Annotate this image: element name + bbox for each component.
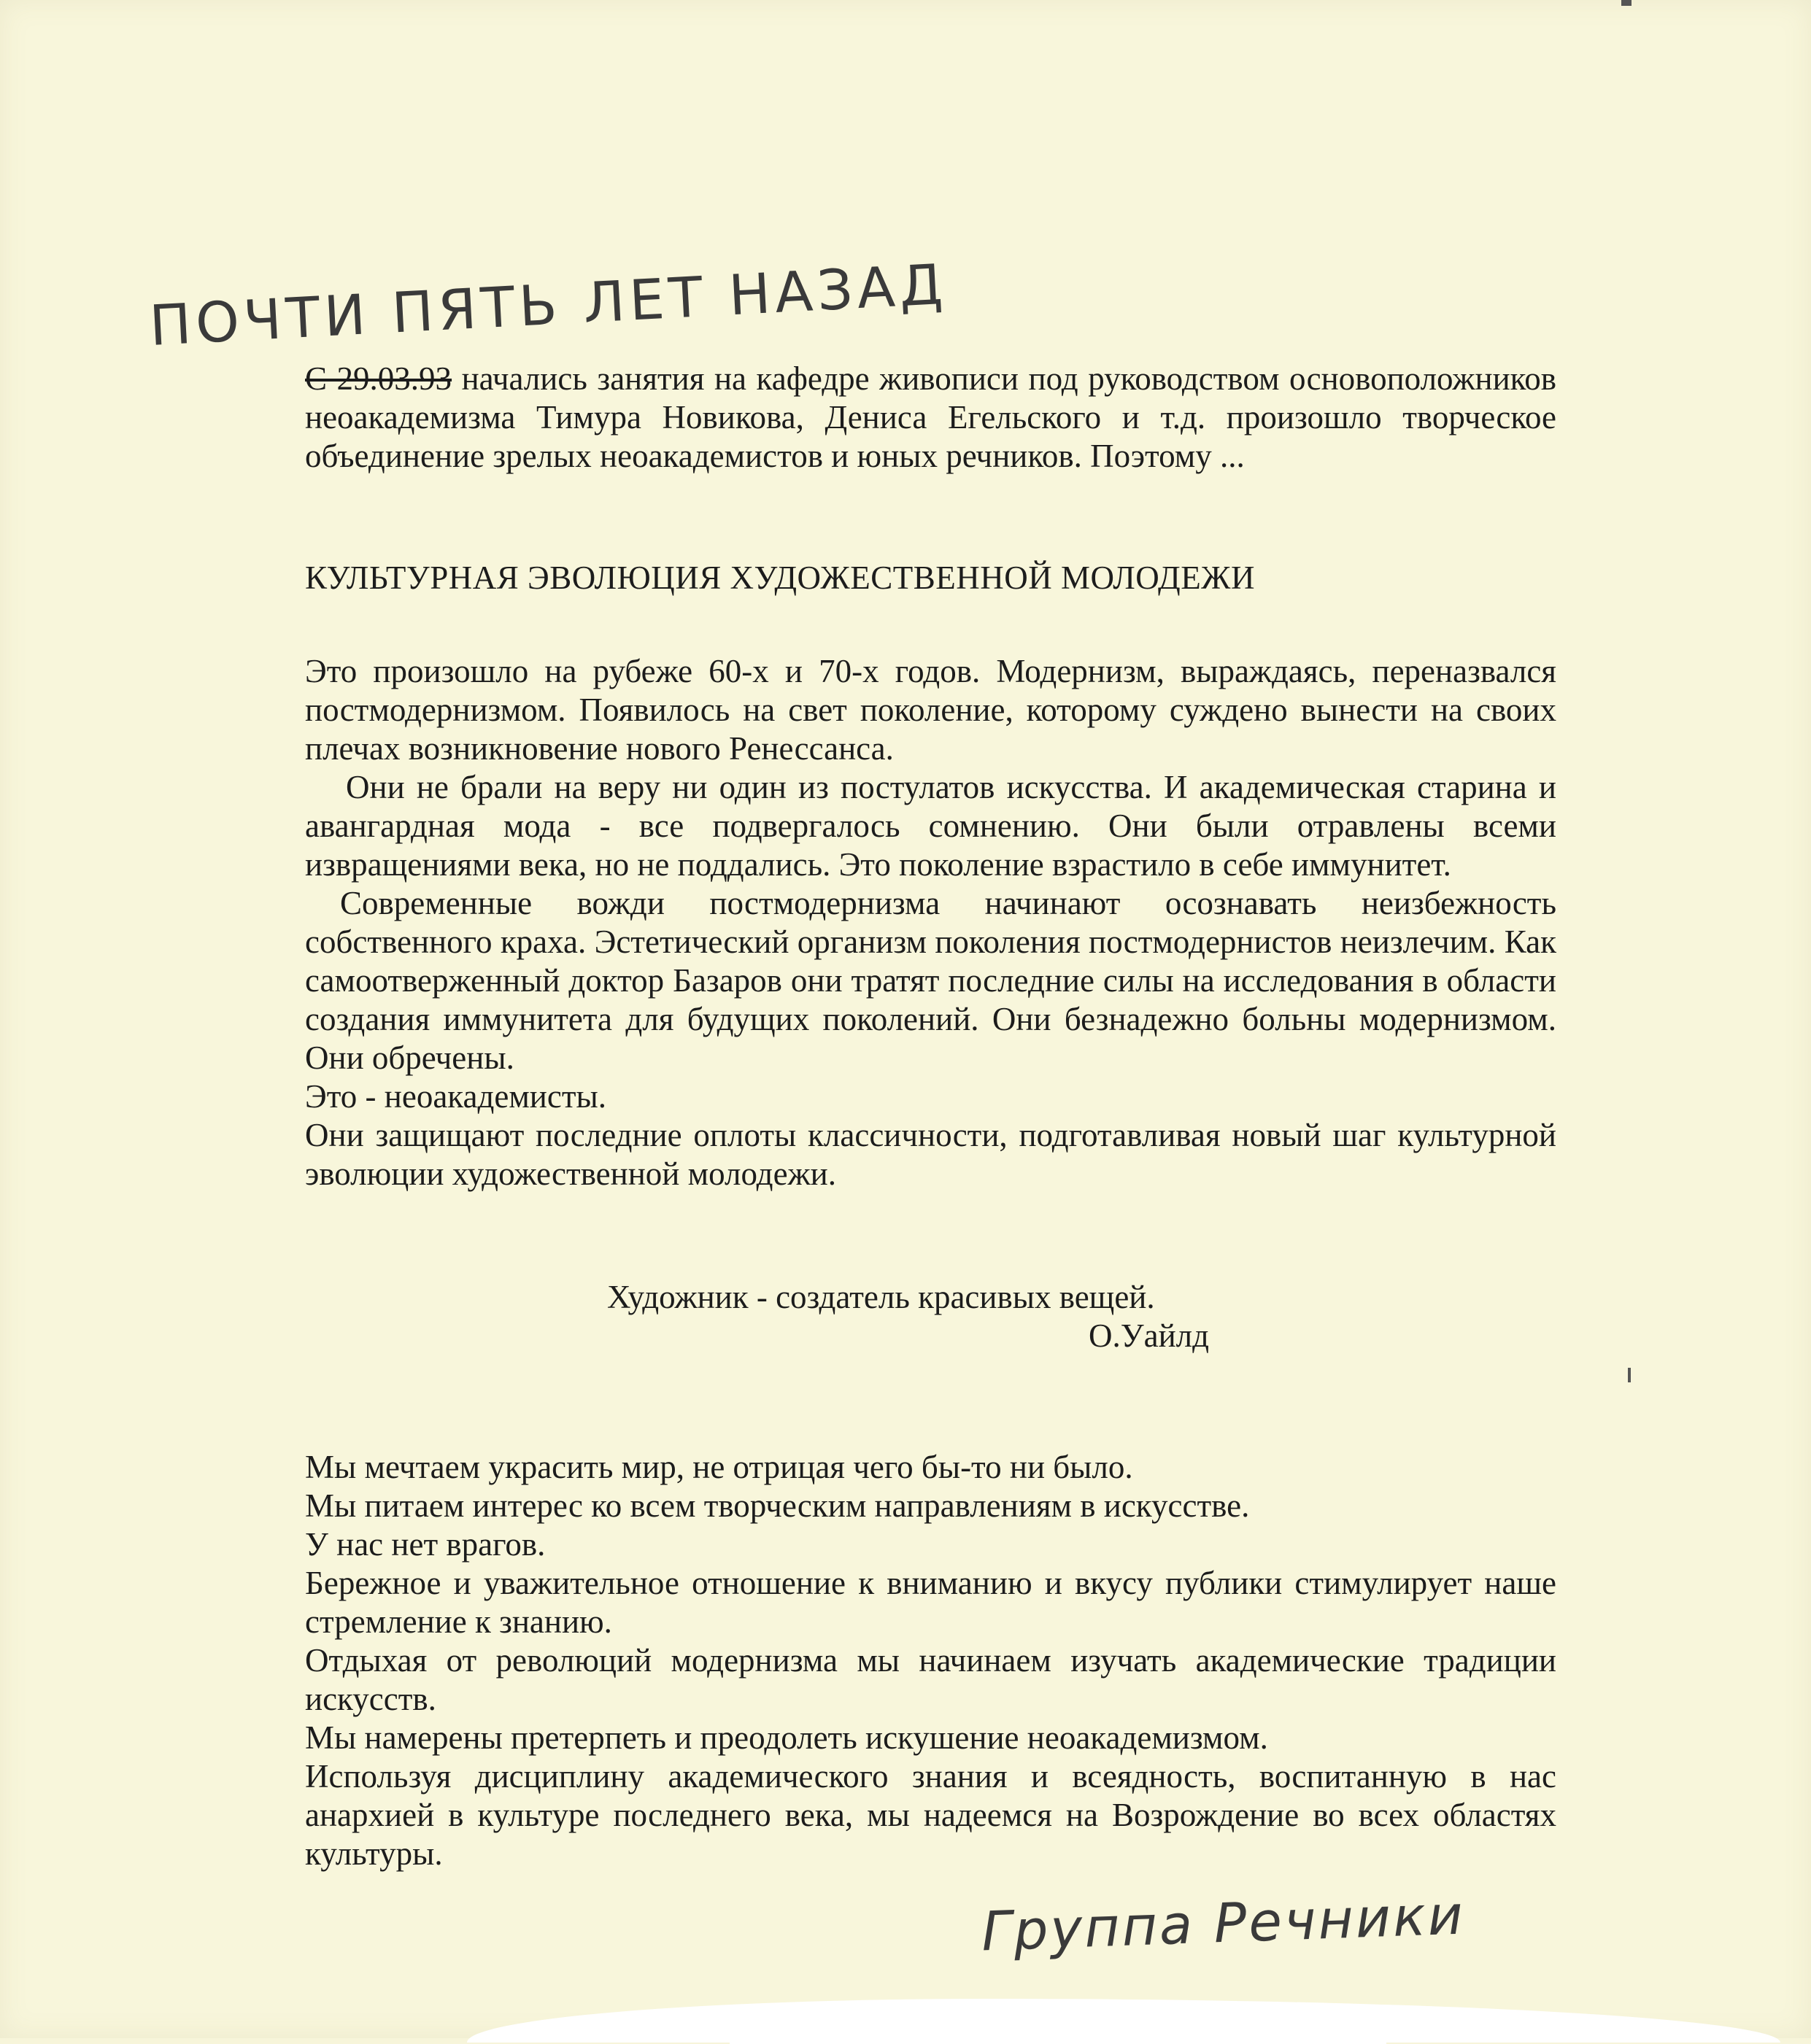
document-heading: КУЛЬТУРНАЯ ЭВОЛЮЦИЯ ХУДОЖЕСТВЕННОЙ МОЛОДЕЖИ (305, 560, 1256, 596)
credo-line: Мы питаем интерес ко всем творческим направлениям в искусстве. (305, 1487, 1250, 1524)
paper-speck (1621, 0, 1632, 6)
intro-body: начались занятия на кафедре живописи под руководством основоположников неоакадемизма Тимура Новикова, Дениса Егельского и т.д. произошло творческое объединение зрелых неоакадемистов и юных речников. Поэтому ... (305, 360, 1557, 474)
credo-section (305, 1448, 1556, 1873)
main-paragraph: Это произошло на рубеже 60-х и 70-х годов. Модернизм, выраждаясь, переназвался постмодернизмом. Появилось на свет поколение, которому суждено вынести на своих плечах возникновение нового Ренессанса. (305, 653, 1556, 767)
credo-line: Используя дисциплину академического знания и всеядность, воспитанную в нас анархией в культуре последнего века, мы надеемся на Возрождение во всех областях культуры. (305, 1758, 1556, 1872)
quote-author: О.Уайлд (1089, 1317, 1210, 1354)
main-paragraph: Они защищают последние оплоты классичности, подготавливая новый шаг культурной эволюции художественной молодежи. (305, 1117, 1556, 1192)
handwritten-note: ПОЧТИ ПЯТЬ ЛЕТ НАЗАД (147, 251, 949, 358)
quote-text: Художник - создатель красивых вещей. (607, 1279, 1155, 1315)
credo-line: Мы мечтаем украсить мир, не отрицая чего бы-то ни было. (305, 1449, 1133, 1485)
intro-paragraph (305, 360, 1556, 476)
handwritten-signature: Группа Речники (980, 1884, 1467, 1964)
main-paragraph: Они не брали на веру ни один из постулатов искусства. И академическая старина и авангардная мода - все подвергалось сомнению. Они были отравлены всеми извращениями века, но не поддались. Это поколение взрастило в себе иммунитет. (305, 769, 1556, 883)
epigraph (607, 1278, 1209, 1355)
intro-text (305, 360, 1556, 476)
main-section (305, 652, 1556, 1193)
credo-line: У нас нет врагов. (305, 1526, 546, 1563)
credo-line: Бережное и уважительное отношение к вниманию и вкусу публики стимулирует наше стремление к знанию. (305, 1565, 1556, 1640)
paper-speck (1628, 1368, 1631, 1382)
credo-line: Отдыхая от революций модернизма мы начинаем изучать академические традиции искусств. (305, 1642, 1556, 1717)
struck-date: С 29.03.93 (305, 360, 452, 397)
main-paragraph: Современные вожди постмодернизма начинают осознавать неизбежность собственного краха. Эстетический организм поколения постмодернистов неизлечим. Как самоотверженный доктор Базаров они тратят последние силы на исследования в области создания иммунитета для будущих поколений. Они безнадежно больны модернизмом. Они обречены. (305, 885, 1556, 1076)
main-paragraph: Это - неоакадемисты. (305, 1078, 606, 1115)
credo-line: Мы намерены претерпеть и преодолеть искушение неоакадемизмом. (305, 1719, 1268, 1756)
